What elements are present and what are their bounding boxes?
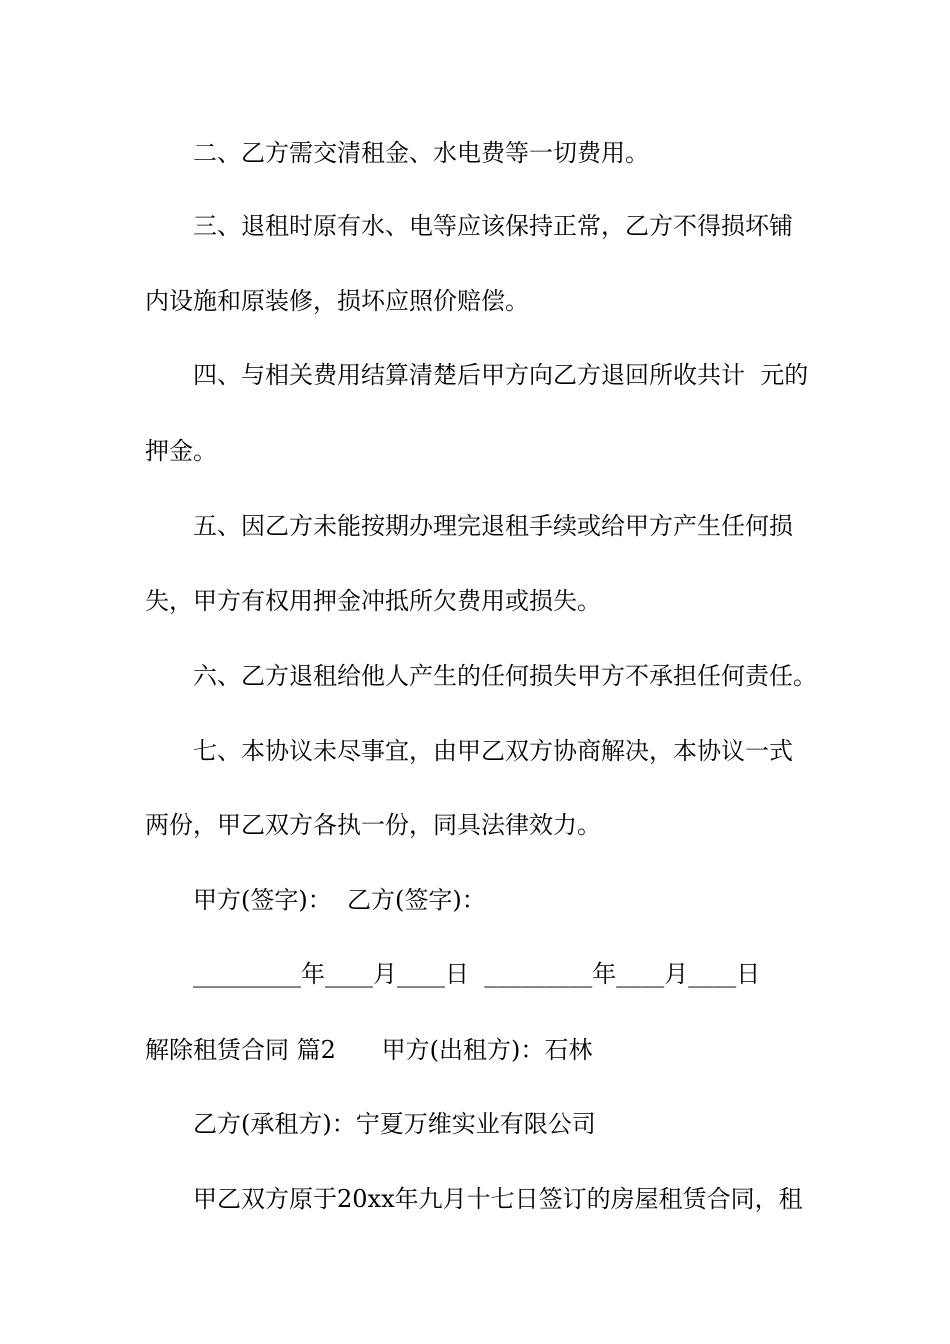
contract-intro-line: 甲乙双方原于20xx年九月十七日签订的房屋租赁合同，租 — [193, 1185, 803, 1213]
signature-line: 甲方(签字)： 乙方(签字)： — [193, 886, 486, 914]
clause-7-line-2: 两份，甲乙双方各执一份，同具法律效力。 — [145, 811, 601, 839]
section-heading-line: 解除租赁合同 篇2 甲方(出租方)：石林 — [145, 1036, 593, 1064]
clause-7-line-1: 七、本协议未尽事宜，由甲乙双方协商解决，本协议一式 — [193, 737, 793, 765]
clause-5-line-2: 失，甲方有权用押金冲抵所欠费用或损失。 — [145, 587, 601, 615]
party-b-line: 乙方(承租方)：宁夏万维实业有限公司 — [193, 1110, 596, 1138]
clause-2: 二、乙方需交清租金、水电费等一切费用。 — [193, 139, 649, 167]
date-line: _________年____月____日 _________年____月____日 — [193, 960, 761, 988]
clause-4-line-1: 四、与相关费用结算清楚后甲方向乙方退回所收共计 元的 — [193, 361, 809, 389]
clause-3-line-1: 三、退租时原有水、电等应该保持正常，乙方不得损坏铺 — [193, 212, 793, 240]
clause-6: 六、乙方退租给他人产生的任何损失甲方不承担任何责任。 — [193, 662, 817, 690]
clause-5-line-1: 五、因乙方未能按期办理完退租手续或给甲方产生任何损 — [193, 512, 793, 540]
clause-3-line-2: 内设施和原装修，损坏应照价赔偿。 — [145, 287, 529, 315]
clause-4-line-2: 押金。 — [145, 437, 217, 465]
